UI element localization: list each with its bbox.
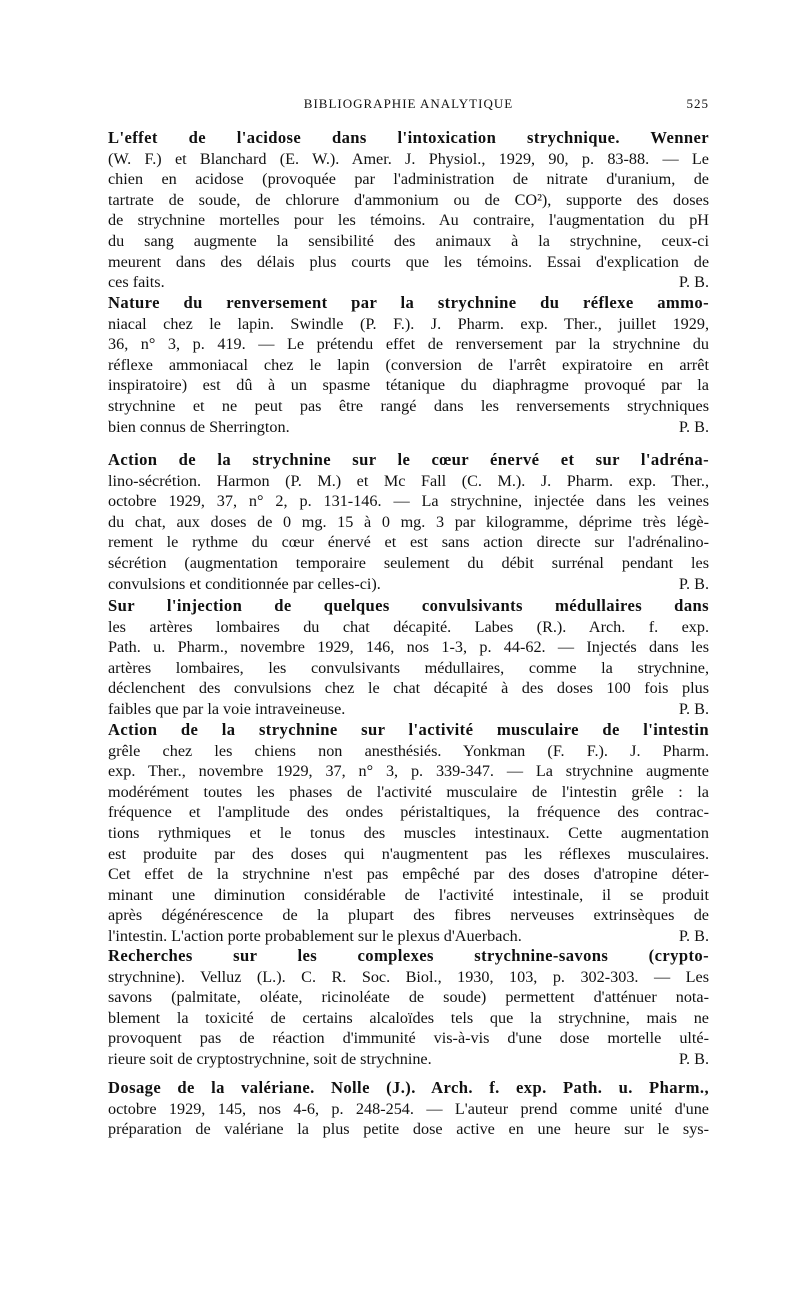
article-line: préparation de valériane la plus petite dose active en une heure sur le sys- bbox=[108, 1120, 709, 1139]
article-line: minant une diminution considérable de l'activité intestinale, il se produit bbox=[108, 885, 709, 904]
article-line: tartrate de soude, de chlorure d'ammonium ou de CO²), supporte des doses bbox=[108, 190, 709, 209]
article-line: Action de la strychnine sur l'activité musculaire de l'intestin bbox=[108, 720, 709, 739]
article-line: artères lombaires, les convulsivants médullaires, comme la strychnine, bbox=[108, 658, 709, 677]
article-line: strychnine). Velluz (L.). C. R. Soc. Biol., 1930, 103, p. 302-303. — Les bbox=[108, 967, 709, 986]
article-line-text: rieure soit de cryptostrychnine, soit de strychnine. bbox=[108, 1049, 432, 1068]
page-number: 525 bbox=[686, 96, 709, 111]
article-line-last bbox=[108, 574, 709, 595]
article-line-last bbox=[108, 926, 709, 947]
article-line: les artères lombaires du chat décapité. Labes (R.). Arch. f. exp. bbox=[108, 617, 709, 636]
article-line: Sur l'injection de quelques convulsivants médullaires dans bbox=[108, 596, 709, 615]
article-line: du sang augmente la sensibilité des animaux à la strychnine, ceux-ci bbox=[108, 231, 709, 250]
article-line: provoquent pas de réaction d'immunité vis-à-vis d'une dose mortelle ulté- bbox=[108, 1029, 709, 1048]
article-line: blement la toxicité de certains alcaloïdes tels que la strychnine, mais ne bbox=[108, 1008, 709, 1027]
article-line: Cet effet de la strychnine n'est pas empêché par des doses d'atropine déter- bbox=[108, 865, 709, 884]
author-signature: P. B. bbox=[678, 273, 709, 292]
article-line: octobre 1929, 145, nos 4-6, p. 248-254. — L'auteur prend comme unité d'une bbox=[108, 1099, 709, 1118]
article-line-text: convulsions et conditionnée par celles-ci). bbox=[108, 574, 381, 593]
article-line: Recherches sur les complexes strychnine-savons (crypto- bbox=[108, 946, 709, 965]
article-line: est produite par des doses qui n'augmentent pas les réflexes musculaires. bbox=[108, 844, 709, 863]
article-line: fréquence et l'amplitude des ondes péristaltiques, la fréquence des contrac- bbox=[108, 803, 709, 822]
article-line: rement le rythme du cœur énervé et est sans action directe sur l'adrénalino- bbox=[108, 533, 709, 552]
article-line-last bbox=[108, 272, 709, 293]
article-line: Path. u. Pharm., novembre 1929, 146, nos 1-3, p. 44-62. — Injectés dans les bbox=[108, 638, 709, 657]
article-adrenalino bbox=[108, 450, 709, 594]
running-head-title: BIBLIOGRAPHIE ANALYTIQUE bbox=[303, 96, 514, 111]
article-line: tions rythmiques et le tonus des muscles intestinaux. Cette augmentation bbox=[108, 823, 709, 842]
article-line: du chat, aux doses de 0 mg. 15 à 0 mg. 3 par kilogramme, déprime très légè- bbox=[108, 512, 709, 531]
article-line: déclenchent des convulsions chez le chat décapité à des doses 100 fois plus bbox=[108, 679, 709, 698]
article-acidose bbox=[108, 128, 709, 293]
article-line: niacal chez le lapin. Swindle (P. F.). J. Pharm. exp. Ther., juillet 1929, bbox=[108, 314, 709, 333]
article-line: Nature du renversement par la strychnine du réflexe ammo- bbox=[108, 293, 709, 312]
article-intestin bbox=[108, 720, 709, 947]
article-line: lino-sécrétion. Harmon (P. M.) et Mc Fall (C. M.). J. Pharm. exp. Ther., bbox=[108, 471, 709, 490]
article-line: de strychnine mortelles pour les témoins. Au contraire, l'augmentation du pH bbox=[108, 211, 709, 230]
article-line: meurent dans des délais plus courts que les témoins. Essai d'explication de bbox=[108, 252, 709, 271]
article-line: 36, n° 3, p. 419. — Le prétendu effet de renversement par la strychnine du bbox=[108, 335, 709, 354]
article-line: Action de la strychnine sur le cœur énervé et sur l'adréna- bbox=[108, 450, 709, 469]
article-line: savons (palmitate, oléate, ricinoléate de soude) permettent d'atténuer nota- bbox=[108, 988, 709, 1007]
article-line: sécrétion (augmentation temporaire seulement du débit surrénal pendant les bbox=[108, 553, 709, 572]
article-line-text: ces faits. bbox=[108, 273, 165, 292]
article-line: chien en acidose (provoquée par l'administration de nitrate d'uranium, de bbox=[108, 170, 709, 189]
article-line: strychnine et ne peut pas être rangé dans les renversements strychniques bbox=[108, 396, 709, 415]
article-line: exp. Ther., novembre 1929, 37, n° 3, p. 339-347. — La strychnine augmente bbox=[108, 762, 709, 781]
article-line-text: l'intestin. L'action porte probablement sur le plexus d'Auerbach. bbox=[108, 926, 522, 945]
running-head bbox=[108, 96, 709, 116]
article-line-last bbox=[108, 1049, 709, 1070]
article-line: octobre 1929, 37, n° 2, p. 131-146. — La strychnine, injectée dans les veines bbox=[108, 492, 709, 511]
article-savons bbox=[108, 946, 709, 1070]
author-signature: P. B. bbox=[678, 417, 709, 436]
article-line: Dosage de la valériane. Nolle (J.). Arch. f. exp. Path. u. Pharm., bbox=[108, 1078, 709, 1097]
article-line-last bbox=[108, 417, 709, 438]
article-line: inspiratoire) est dû à un spasme tétanique du diaphragme provoqué par la bbox=[108, 376, 709, 395]
article-line-text: faibles que par la voie intraveineuse. bbox=[108, 699, 346, 718]
article-valeriane bbox=[108, 1078, 709, 1140]
author-signature: P. B. bbox=[678, 574, 709, 593]
article-renversement bbox=[108, 293, 709, 437]
article-line: L'effet de l'acidose dans l'intoxication strychnique. Wenner bbox=[108, 128, 709, 147]
article-line: modérément toutes les phases de l'activité musculaire de l'intestin grêle : la bbox=[108, 782, 709, 801]
article-line: grêle chez les chiens non anesthésiés. Yonkman (F. F.). J. Pharm. bbox=[108, 741, 709, 760]
author-signature: P. B. bbox=[678, 1049, 709, 1068]
author-signature: P. B. bbox=[678, 926, 709, 945]
article-convulsivants bbox=[108, 596, 709, 720]
article-line: réflexe ammoniacal chez le lapin (conversion de l'arrêt expiratoire en arrêt bbox=[108, 355, 709, 374]
author-signature: P. B. bbox=[678, 699, 709, 718]
article-line-last bbox=[108, 699, 709, 720]
article-line: après dégénérescence de la plupart des fibres nerveuses extrinsèques de bbox=[108, 906, 709, 925]
article-line-text: bien connus de Sherrington. bbox=[108, 417, 290, 436]
article-line: (W. F.) et Blanchard (E. W.). Amer. J. Physiol., 1929, 90, p. 83-88. — Le bbox=[108, 149, 709, 168]
